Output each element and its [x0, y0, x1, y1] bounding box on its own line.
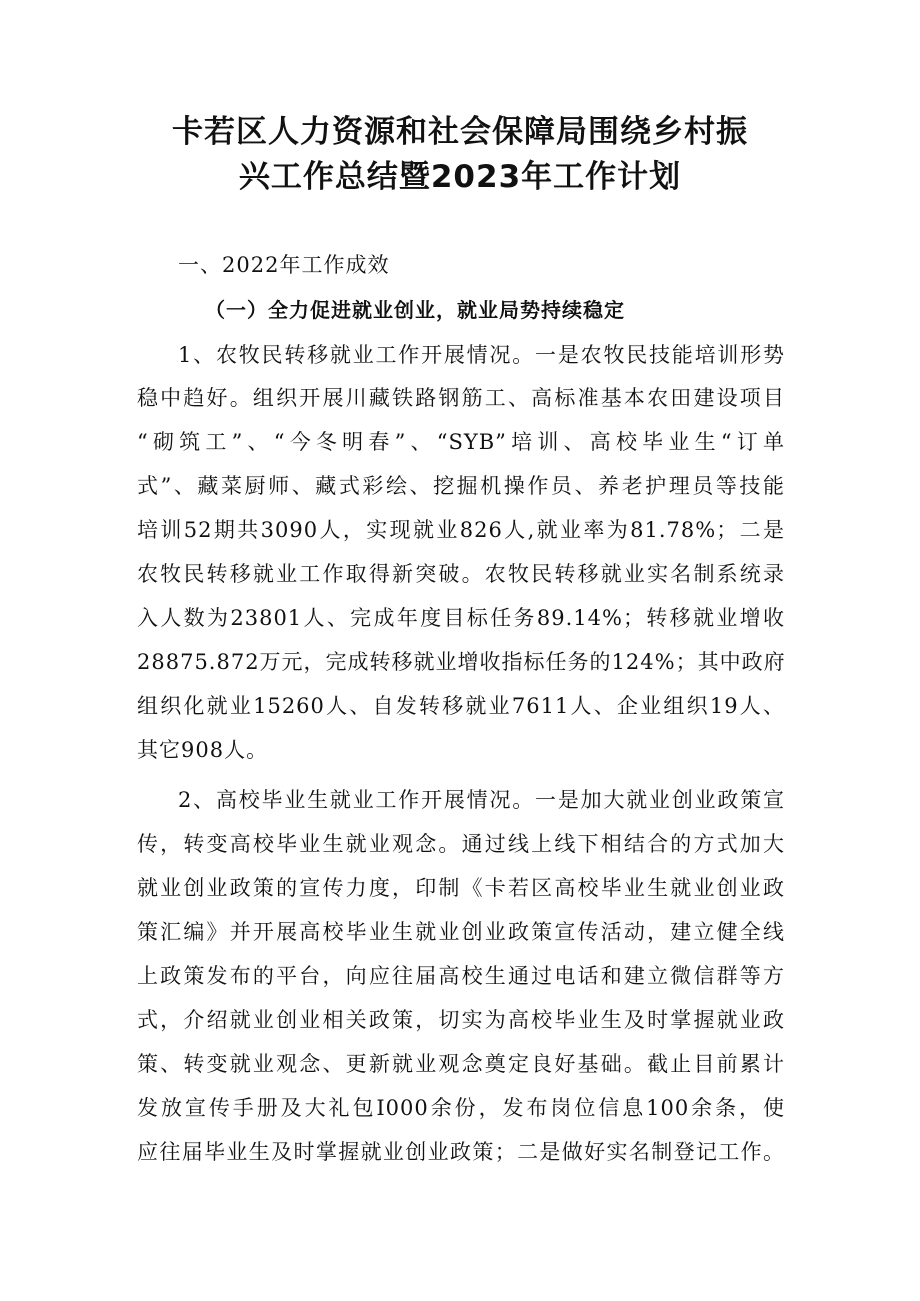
paragraph-2-line: 应往届毕业生及时掌握就业创业政策；二是做好实名制登记工作。: [137, 1140, 785, 1164]
paragraph-1-line: 1、农牧民转移就业工作开展情况。一是农牧民技能培训形势: [178, 343, 785, 367]
paragraph-1-line: 入人数为23801人、完成年度目标任务89.14%；转移就业增收: [137, 606, 785, 630]
paragraph-2-line: 策、转变就业观念、更新就业观念奠定良好基础。截止目前累计: [137, 1052, 785, 1076]
paragraph-2-line: 策汇编》并开展高校毕业生就业创业政策宣传活动，建立健全线: [137, 920, 785, 944]
paragraph-1-line: “砌筑工”、“今冬明春”、“SYB”培训、高校毕业生“订单: [137, 430, 785, 454]
paragraph-1-line: 培训52期共3090人，实现就业826人,就业率为81.78%；二是: [137, 518, 785, 542]
paragraph-2-line: 上政策发布的平台，向应往届高校生通过电话和建立微信群等方: [137, 964, 785, 988]
paragraph-2-line: 传，转变高校毕业生就业观念。通过线上线下相结合的方式加大: [137, 832, 785, 856]
paragraph-2-line: 发放宣传手册及大礼包I000余份，发布岗位信息100余条，使: [137, 1096, 785, 1120]
paragraph-1-line: 其它908人。: [137, 738, 269, 762]
document-title-line-1: 卡若区人力资源和社会保障局围绕乡村振: [172, 114, 748, 150]
paragraph-1-line: 稳中趋好。组织开展川藏铁路钢筋工、高标准基本农田建设项目: [137, 386, 785, 410]
paragraph-1-line: 农牧民转移就业工作取得新突破。农牧民转移就业实名制系统录: [137, 562, 785, 586]
document-title-line-2: 兴工作总结暨2023年工作计划: [238, 159, 682, 195]
paragraph-2-line: 2、高校毕业生就业工作开展情况。一是加大就业创业政策宣: [178, 788, 785, 812]
paragraph-2-line: 式，介绍就业创业相关政策，切实为高校毕业生及时掌握就业政: [137, 1008, 785, 1032]
paragraph-1-line: 28875.872万元，完成转移就业增收指标任务的124%；其中政府: [137, 650, 786, 674]
section-heading: 一、2022年工作成效: [178, 253, 390, 277]
paragraph-1-line: 组织化就业15260人、自发转移就业7611人、企业组织19人、: [137, 694, 785, 718]
paragraph-2-line: 就业创业政策的宣传力度，印制《卡若区高校毕业生就业创业政: [137, 876, 785, 900]
subsection-heading: （一）全力促进就业创业，就业局势持续稳定: [205, 298, 625, 322]
paragraph-1-line: 式”、藏菜厨师、藏式彩绘、挖掘机操作员、养老护理员等技能: [137, 474, 785, 498]
